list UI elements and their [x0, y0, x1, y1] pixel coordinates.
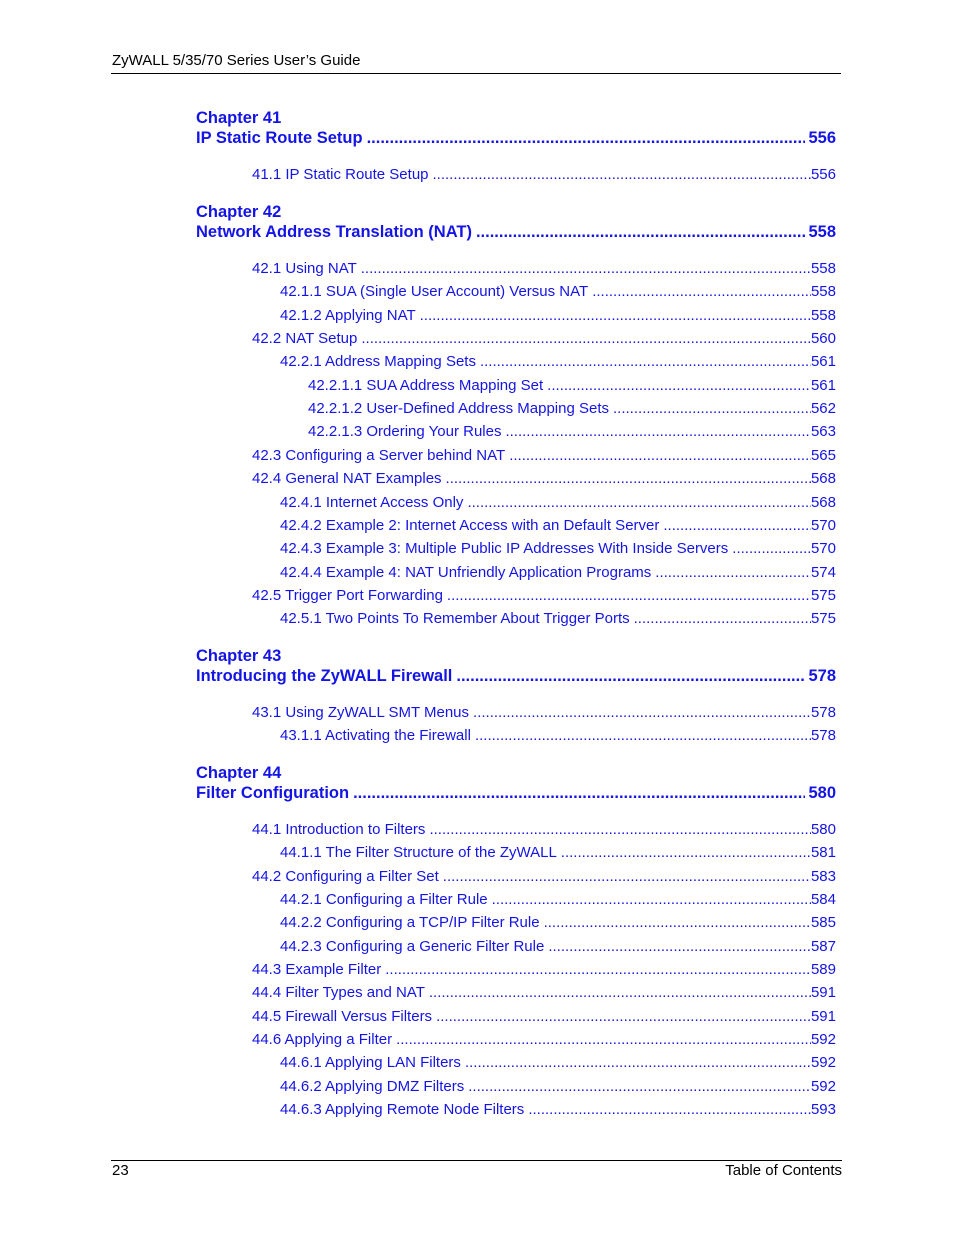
- dot-leader: [361, 260, 811, 277]
- toc-entry-title[interactable]: 44.1.1 The Filter Structure of the ZyWALL: [280, 844, 557, 861]
- dot-leader: [420, 307, 811, 324]
- dot-leader: [446, 470, 811, 487]
- toc-entry-title[interactable]: 42.1.2 Applying NAT: [280, 307, 416, 324]
- dot-leader: [367, 129, 806, 148]
- chapter-label[interactable]: Chapter 43: [196, 647, 282, 665]
- chapter-title[interactable]: Introducing the ZyWALL Firewall: [196, 667, 453, 685]
- dot-leader: [655, 564, 811, 581]
- chapter-page-number[interactable]: 558: [808, 223, 836, 241]
- toc-entry-page-number[interactable]: 562: [810, 400, 836, 417]
- toc-entry-link[interactable]: [280, 938, 836, 955]
- toc-entry-title[interactable]: 42.2.1 Address Mapping Sets: [280, 353, 476, 370]
- toc-entry-page-number[interactable]: 561: [810, 353, 836, 370]
- toc-entry-link[interactable]: [252, 166, 836, 183]
- toc-entry-link[interactable]: [252, 1031, 836, 1048]
- toc-entry-title[interactable]: 43.1 Using ZyWALL SMT Menus: [252, 704, 470, 721]
- chapter-label[interactable]: Chapter 44: [196, 764, 282, 782]
- toc-entry-title[interactable]: 42.2.1.3 Ordering Your Rules: [308, 423, 502, 440]
- dot-leader: [467, 494, 811, 511]
- dot-leader: [443, 868, 811, 885]
- toc-entry-title[interactable]: 44.2.2 Configuring a TCP/IP Filter Rule: [280, 914, 540, 931]
- dot-leader: [492, 891, 811, 908]
- dot-leader: [447, 587, 811, 604]
- toc-entry-link[interactable]: [280, 353, 836, 370]
- dot-leader: [528, 1101, 811, 1118]
- toc-entry-link[interactable]: [280, 540, 836, 557]
- toc-entry-page-number[interactable]: 585: [810, 914, 836, 931]
- toc-entry-page-number[interactable]: 568: [810, 470, 836, 487]
- toc-entry-title[interactable]: 42.2.1.2 User-Defined Address Mapping Sets: [308, 400, 610, 417]
- toc-entry-link[interactable]: [280, 914, 836, 931]
- toc-entry-title[interactable]: 42.5 Trigger Port Forwarding: [252, 587, 443, 604]
- page-header-title: ZyWALL 5/35/70 Series User’s Guide: [112, 52, 361, 69]
- toc-entry-page-number[interactable]: 591: [810, 984, 836, 1001]
- toc-entry-page-number[interactable]: 558: [810, 307, 836, 324]
- toc-entry-link[interactable]: [252, 587, 836, 604]
- toc-entry-title[interactable]: 42.2 NAT Setup: [252, 330, 358, 347]
- dot-leader: [509, 447, 811, 464]
- toc-entry-title[interactable]: 44.1 Introduction to Filters: [252, 821, 426, 838]
- toc-entry-link[interactable]: [280, 610, 836, 627]
- toc-entry-link[interactable]: [252, 704, 836, 721]
- dot-leader: [436, 1008, 811, 1025]
- toc-entry-title[interactable]: 44.4 Filter Types and NAT: [252, 984, 425, 1001]
- chapter-title-link[interactable]: [196, 223, 836, 242]
- toc-entry-link[interactable]: [252, 821, 836, 838]
- chapter-title[interactable]: IP Static Route Setup: [196, 129, 363, 147]
- dot-leader: [663, 517, 811, 534]
- toc-entry-title[interactable]: 42.3 Configuring a Server behind NAT: [252, 447, 506, 464]
- toc-entry-link[interactable]: [280, 1101, 836, 1118]
- toc-entry-title[interactable]: 44.3 Example Filter: [252, 961, 382, 978]
- toc-entry-page-number[interactable]: 568: [810, 494, 836, 511]
- dot-leader: [456, 667, 805, 686]
- toc-entry-page-number[interactable]: 565: [810, 447, 836, 464]
- toc-entry-page-number[interactable]: 563: [810, 423, 836, 440]
- toc-entry-link[interactable]: [280, 517, 836, 534]
- toc-entry-title[interactable]: 44.2 Configuring a Filter Set: [252, 868, 439, 885]
- toc-entry-link[interactable]: [252, 961, 836, 978]
- toc-entry-link[interactable]: [252, 470, 836, 487]
- toc-entry-link[interactable]: [280, 727, 836, 744]
- footer-section-name: Table of Contents: [725, 1162, 842, 1179]
- toc-entry-link[interactable]: [280, 1054, 836, 1071]
- toc-entry-title[interactable]: 44.6.3 Applying Remote Node Filters: [280, 1101, 525, 1118]
- toc-entry-title[interactable]: 44.6 Applying a Filter: [252, 1031, 393, 1048]
- toc-entry-title[interactable]: 42.1.1 SUA (Single User Account) Versus NAT: [280, 283, 589, 300]
- dot-leader: [547, 377, 811, 394]
- toc-entry-page-number[interactable]: 558: [810, 283, 836, 300]
- chapter-title[interactable]: Network Address Translation (NAT): [196, 223, 472, 241]
- toc-entry-page-number[interactable]: 575: [810, 610, 836, 627]
- toc-entry-page-number[interactable]: 593: [810, 1101, 836, 1118]
- toc-entry-title[interactable]: 43.1.1 Activating the Firewall: [280, 727, 471, 744]
- toc-entry-title[interactable]: 42.4.2 Example 2: Internet Access with an Default Server: [280, 517, 660, 534]
- dot-leader: [353, 784, 805, 803]
- toc-entry-link[interactable]: [252, 260, 836, 277]
- toc-entry-link[interactable]: [308, 423, 836, 440]
- dot-leader: [480, 353, 811, 370]
- toc-entry-page-number[interactable]: 581: [810, 844, 836, 861]
- toc-entry-page-number[interactable]: 561: [810, 377, 836, 394]
- toc-entry-title[interactable]: 44.2.3 Configuring a Generic Filter Rule: [280, 938, 545, 955]
- dot-leader: [561, 844, 811, 861]
- dot-leader: [613, 400, 811, 417]
- toc-entry-title[interactable]: 42.5.1 Two Points To Remember About Trigger Ports: [280, 610, 630, 627]
- dot-leader: [475, 727, 811, 744]
- toc-entry-link[interactable]: [308, 377, 836, 394]
- toc-entry-link[interactable]: [280, 891, 836, 908]
- dot-leader: [548, 938, 811, 955]
- dot-leader: [465, 1054, 811, 1071]
- chapter-page-number[interactable]: 578: [808, 667, 836, 685]
- toc-entry-title[interactable]: 42.1 Using NAT: [252, 260, 357, 277]
- toc-entry-page-number[interactable]: 580: [810, 821, 836, 838]
- dot-leader: [592, 283, 811, 300]
- toc-entry-page-number[interactable]: 583: [810, 868, 836, 885]
- chapter-title-link[interactable]: [196, 129, 836, 148]
- chapter-title-link[interactable]: [196, 667, 836, 686]
- chapter-page-number[interactable]: 556: [808, 129, 836, 147]
- toc-entry-link[interactable]: [280, 1078, 836, 1095]
- dot-leader: [361, 330, 811, 347]
- toc-entry-title[interactable]: 42.4.3 Example 3: Multiple Public IP Addresses With Inside Servers: [280, 540, 729, 557]
- dot-leader: [634, 610, 811, 627]
- toc-entry-link[interactable]: [252, 1008, 836, 1025]
- dot-leader: [429, 821, 811, 838]
- dot-leader: [433, 166, 811, 183]
- footer-divider: [111, 1160, 842, 1161]
- toc-entry-page-number[interactable]: 584: [810, 891, 836, 908]
- dot-leader: [544, 914, 811, 931]
- toc-entry-link[interactable]: [252, 447, 836, 464]
- dot-leader: [505, 423, 811, 440]
- chapter-label[interactable]: Chapter 41: [196, 109, 282, 127]
- toc-entry-page-number[interactable]: 592: [810, 1078, 836, 1095]
- toc-entry-page-number[interactable]: 570: [810, 517, 836, 534]
- dot-leader: [468, 1078, 811, 1095]
- toc-entry-page-number[interactable]: 591: [810, 1008, 836, 1025]
- toc-entry-page-number[interactable]: 560: [810, 330, 836, 347]
- toc-entry-link[interactable]: [308, 400, 836, 417]
- toc-entry-page-number[interactable]: 575: [810, 587, 836, 604]
- toc-entry-title[interactable]: 42.4 General NAT Examples: [252, 470, 442, 487]
- toc-entry-title[interactable]: 42.4.1 Internet Access Only: [280, 494, 464, 511]
- toc-entry-page-number[interactable]: 592: [810, 1054, 836, 1071]
- toc-entry-page-number[interactable]: 589: [810, 961, 836, 978]
- toc-entry-link[interactable]: [280, 844, 836, 861]
- chapter-label[interactable]: Chapter 42: [196, 203, 282, 221]
- toc-entry-page-number[interactable]: 587: [810, 938, 836, 955]
- toc-entry-title[interactable]: 41.1 IP Static Route Setup: [252, 166, 429, 183]
- toc-entry-page-number[interactable]: 558: [810, 260, 836, 277]
- toc-entry-title[interactable]: 42.4.4 Example 4: NAT Unfriendly Application Programs: [280, 564, 652, 581]
- toc-entry-link[interactable]: [252, 330, 836, 347]
- toc-entry-link[interactable]: [280, 494, 836, 511]
- toc-entry-title[interactable]: 44.6.1 Applying LAN Filters: [280, 1054, 461, 1071]
- toc-entry-page-number[interactable]: 592: [810, 1031, 836, 1048]
- dot-leader: [385, 961, 811, 978]
- chapter-title-link[interactable]: [196, 784, 836, 803]
- toc-entry-link[interactable]: [252, 868, 836, 885]
- toc-entry-page-number[interactable]: 578: [810, 704, 836, 721]
- toc-entry-title[interactable]: 44.2.1 Configuring a Filter Rule: [280, 891, 488, 908]
- chapter-page-number[interactable]: 580: [808, 784, 836, 802]
- chapter-title[interactable]: Filter Configuration: [196, 784, 350, 802]
- toc-entry-link[interactable]: [280, 307, 836, 324]
- toc-entry-page-number[interactable]: 574: [810, 564, 836, 581]
- dot-leader: [396, 1031, 811, 1048]
- toc-entry-page-number[interactable]: 556: [810, 166, 836, 183]
- dot-leader: [732, 540, 811, 557]
- footer-page-number: 23: [112, 1162, 129, 1179]
- toc-entry-title[interactable]: 44.5 Firewall Versus Filters: [252, 1008, 433, 1025]
- dot-leader: [429, 984, 811, 1001]
- dot-leader: [476, 223, 806, 242]
- toc-entry-title[interactable]: 44.6.2 Applying DMZ Filters: [280, 1078, 465, 1095]
- toc-entry-link[interactable]: [252, 984, 836, 1001]
- toc-entry-page-number[interactable]: 578: [810, 727, 836, 744]
- toc-entry-link[interactable]: [280, 283, 836, 300]
- toc-entry-page-number[interactable]: 570: [810, 540, 836, 557]
- toc-entry-title[interactable]: 42.2.1.1 SUA Address Mapping Set: [308, 377, 544, 394]
- toc-entry-link[interactable]: [280, 564, 836, 581]
- dot-leader: [473, 704, 811, 721]
